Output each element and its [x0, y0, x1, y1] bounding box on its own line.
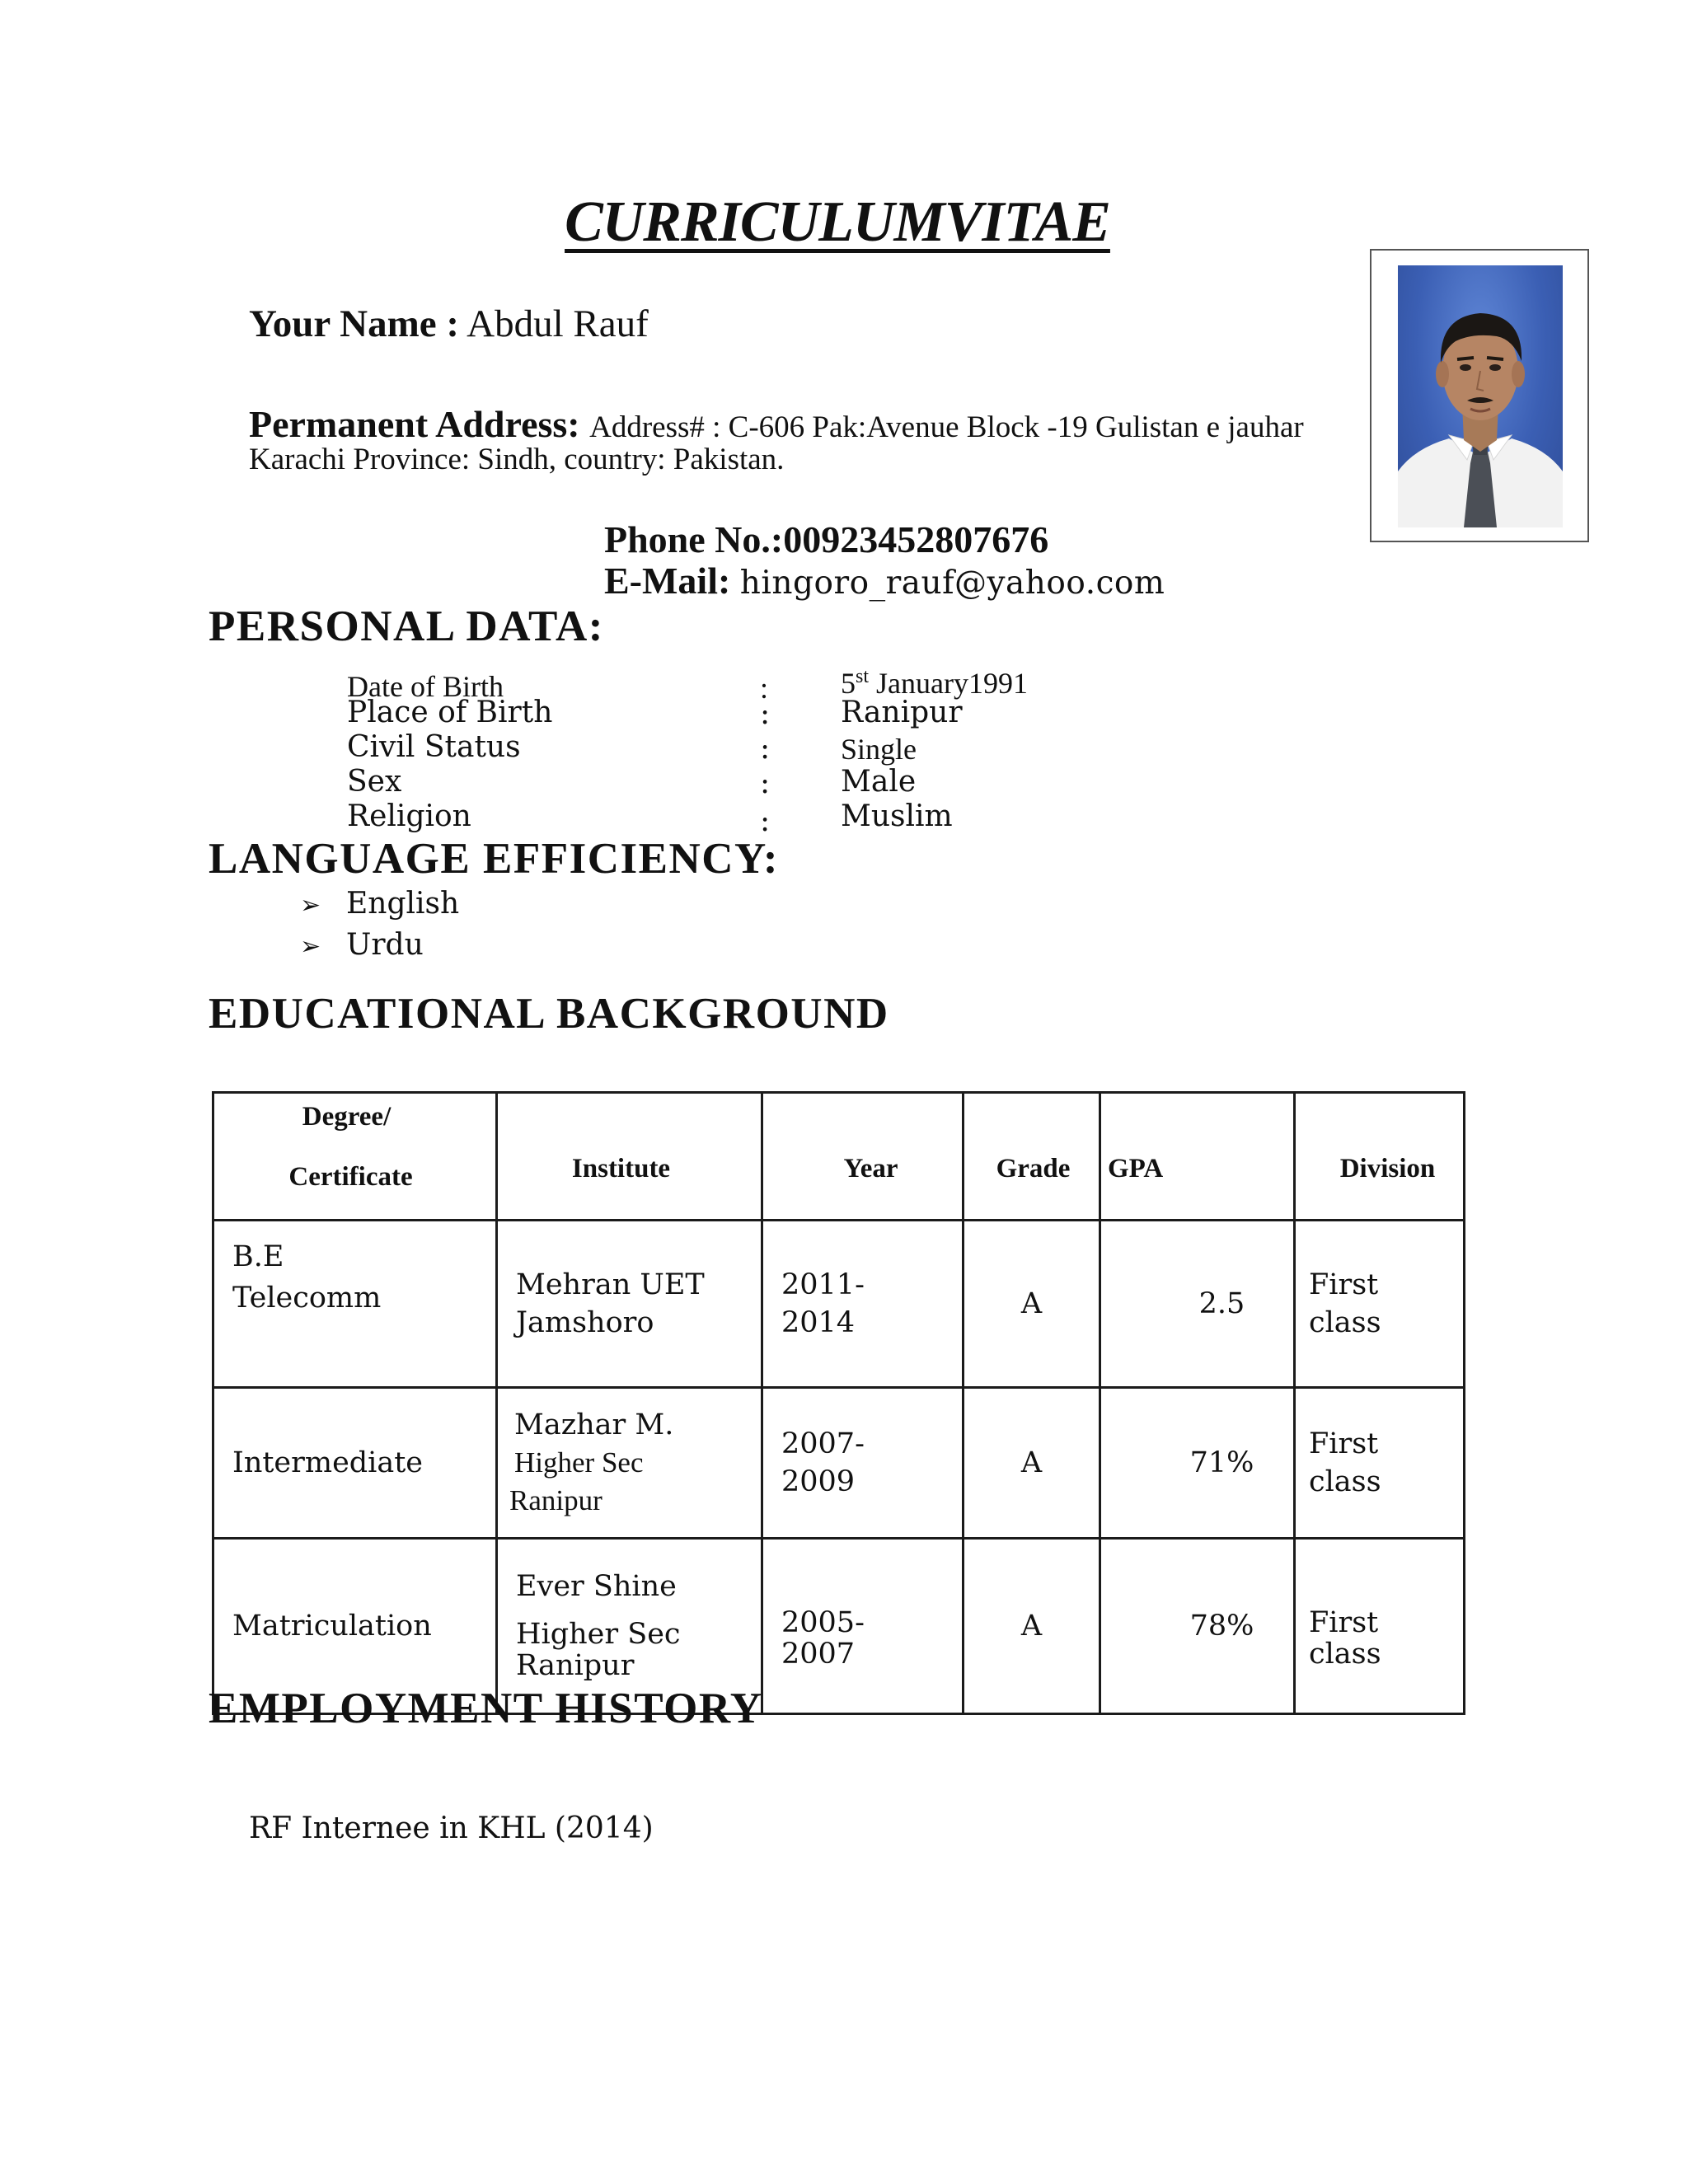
- language-item-english: [300, 887, 459, 921]
- header-grade: Grade: [964, 1093, 1100, 1221]
- year-line1: 2005-: [781, 1606, 865, 1639]
- institute-line3: Ranipur: [516, 1649, 635, 1682]
- division-line1: First: [1309, 1427, 1379, 1460]
- dob-ordinal: st: [856, 666, 870, 687]
- pob-colon: :: [760, 697, 771, 731]
- degree-cell: [213, 1221, 497, 1388]
- language-urdu: Urdu: [346, 928, 424, 962]
- year-line1: 2011-: [781, 1268, 865, 1301]
- pob-value: Ranipur: [841, 696, 963, 729]
- division-line1: First: [1309, 1268, 1379, 1301]
- education-row-be: [213, 1221, 1465, 1388]
- degree-line2: Telecomm: [232, 1282, 382, 1315]
- institute-line1: Ever Shine: [516, 1570, 677, 1603]
- religion-label: Religion: [347, 799, 471, 833]
- civil-status-label: Civil Status: [347, 730, 521, 764]
- institute-line2: Higher Sec: [514, 1446, 644, 1479]
- sex-value: Male: [841, 765, 917, 799]
- employment-heading: EMPLOYMENT HISTORY: [209, 1685, 763, 1732]
- gpa-cell: 2.5: [1100, 1221, 1295, 1388]
- institute-cell: [497, 1388, 762, 1539]
- civil-status-value: Single: [841, 733, 917, 766]
- name-line: [249, 302, 649, 346]
- institute-line1: Mazhar M.: [514, 1408, 674, 1441]
- dob-day: 5: [841, 667, 856, 700]
- grade-cell: A: [964, 1388, 1100, 1539]
- institute-line3: Ranipur: [509, 1484, 603, 1516]
- header-gpa: GPA: [1100, 1093, 1295, 1221]
- institute-line1: Mehran UET: [516, 1268, 705, 1301]
- personal-data-heading: PERSONAL DATA:: [209, 602, 604, 650]
- education-header-row: [213, 1093, 1465, 1221]
- institute-line2: Higher Sec: [516, 1618, 681, 1651]
- year-line2: 2014: [781, 1306, 856, 1339]
- address-line-2: Karachi Province: Sindh, country: Pakistan.: [249, 443, 785, 476]
- gpa-cell: 78%: [1100, 1539, 1295, 1714]
- education-row-intermediate: [213, 1388, 1465, 1539]
- division-cell: [1295, 1388, 1465, 1539]
- year-line2: 2007: [781, 1638, 856, 1671]
- phone-line: [604, 518, 1048, 561]
- division-line2: class: [1309, 1638, 1381, 1671]
- division-line2: class: [1309, 1306, 1381, 1339]
- grade-cell: A: [964, 1539, 1100, 1714]
- division-line1: First: [1309, 1606, 1379, 1639]
- cv-title: [0, 190, 1688, 255]
- religion-value: Muslim: [841, 799, 953, 833]
- address-value-1: Address# : C-606 Pak:Avenue Block -19 Gulistan e jauhar: [589, 410, 1304, 444]
- arrow-bullet-icon: ➢: [300, 932, 321, 961]
- gpa-cell: 71%: [1100, 1388, 1295, 1539]
- year-line2: 2009: [781, 1465, 856, 1498]
- email-value: hingoro_rauf@yahoo.com: [739, 565, 1165, 602]
- dob-label: Date of Birth: [347, 670, 504, 703]
- dob-rest: January1991: [869, 667, 1028, 700]
- phone-label: Phone No.:: [604, 518, 784, 560]
- cv-title-text: CURRICULUMVITAE: [565, 190, 1110, 254]
- header-institute: Institute: [497, 1093, 762, 1221]
- year-line1: 2007-: [781, 1427, 865, 1460]
- degree-cell: Matriculation: [213, 1539, 497, 1714]
- degree-cell: Intermediate: [213, 1388, 497, 1539]
- profile-photo-frame: [1370, 249, 1589, 542]
- language-heading: LANGUAGE EFFICIENCY:: [209, 835, 780, 883]
- email-label: E-Mail:: [604, 560, 731, 602]
- employment-item: RF Internee in KHL (2014): [249, 1811, 654, 1845]
- header-division: Division: [1295, 1093, 1465, 1221]
- division-line2: class: [1309, 1465, 1381, 1498]
- name-label: Your Name :: [249, 302, 459, 345]
- civil-status-colon: :: [760, 732, 771, 766]
- header-degree: [213, 1093, 497, 1221]
- profile-photo: [1398, 265, 1563, 527]
- address-line-1: [249, 402, 1304, 446]
- header-degree-line2: Certificate: [288, 1162, 413, 1192]
- institute-cell: [497, 1221, 762, 1388]
- language-item-urdu: [300, 928, 424, 962]
- language-english: English: [346, 887, 460, 921]
- religion-colon: :: [760, 804, 771, 838]
- year-cell: [762, 1221, 964, 1388]
- header-year: Year: [762, 1093, 964, 1221]
- education-heading: EDUCATIONAL BACKGROUND: [209, 990, 889, 1038]
- division-cell: [1295, 1221, 1465, 1388]
- phone-value: 00923452807676: [783, 518, 1049, 560]
- sex-colon: :: [760, 766, 771, 800]
- pob-label: Place of Birth: [347, 696, 553, 729]
- address-label: Permanent Address:: [249, 403, 580, 445]
- degree-line1: B.E: [232, 1240, 284, 1273]
- year-cell: [762, 1388, 964, 1539]
- grade-cell: A: [964, 1221, 1100, 1388]
- arrow-bullet-icon: ➢: [300, 891, 321, 920]
- name-value: Abdul Rauf: [467, 302, 649, 345]
- sex-label: Sex: [347, 765, 402, 799]
- header-degree-line1: Degree/: [302, 1102, 392, 1132]
- education-table: [212, 1091, 1465, 1715]
- email-line: [604, 559, 1165, 602]
- dob-colon: :: [760, 672, 769, 705]
- year-cell: [762, 1539, 964, 1714]
- division-cell: [1295, 1539, 1465, 1714]
- institute-line2: Jamshoro: [516, 1306, 654, 1339]
